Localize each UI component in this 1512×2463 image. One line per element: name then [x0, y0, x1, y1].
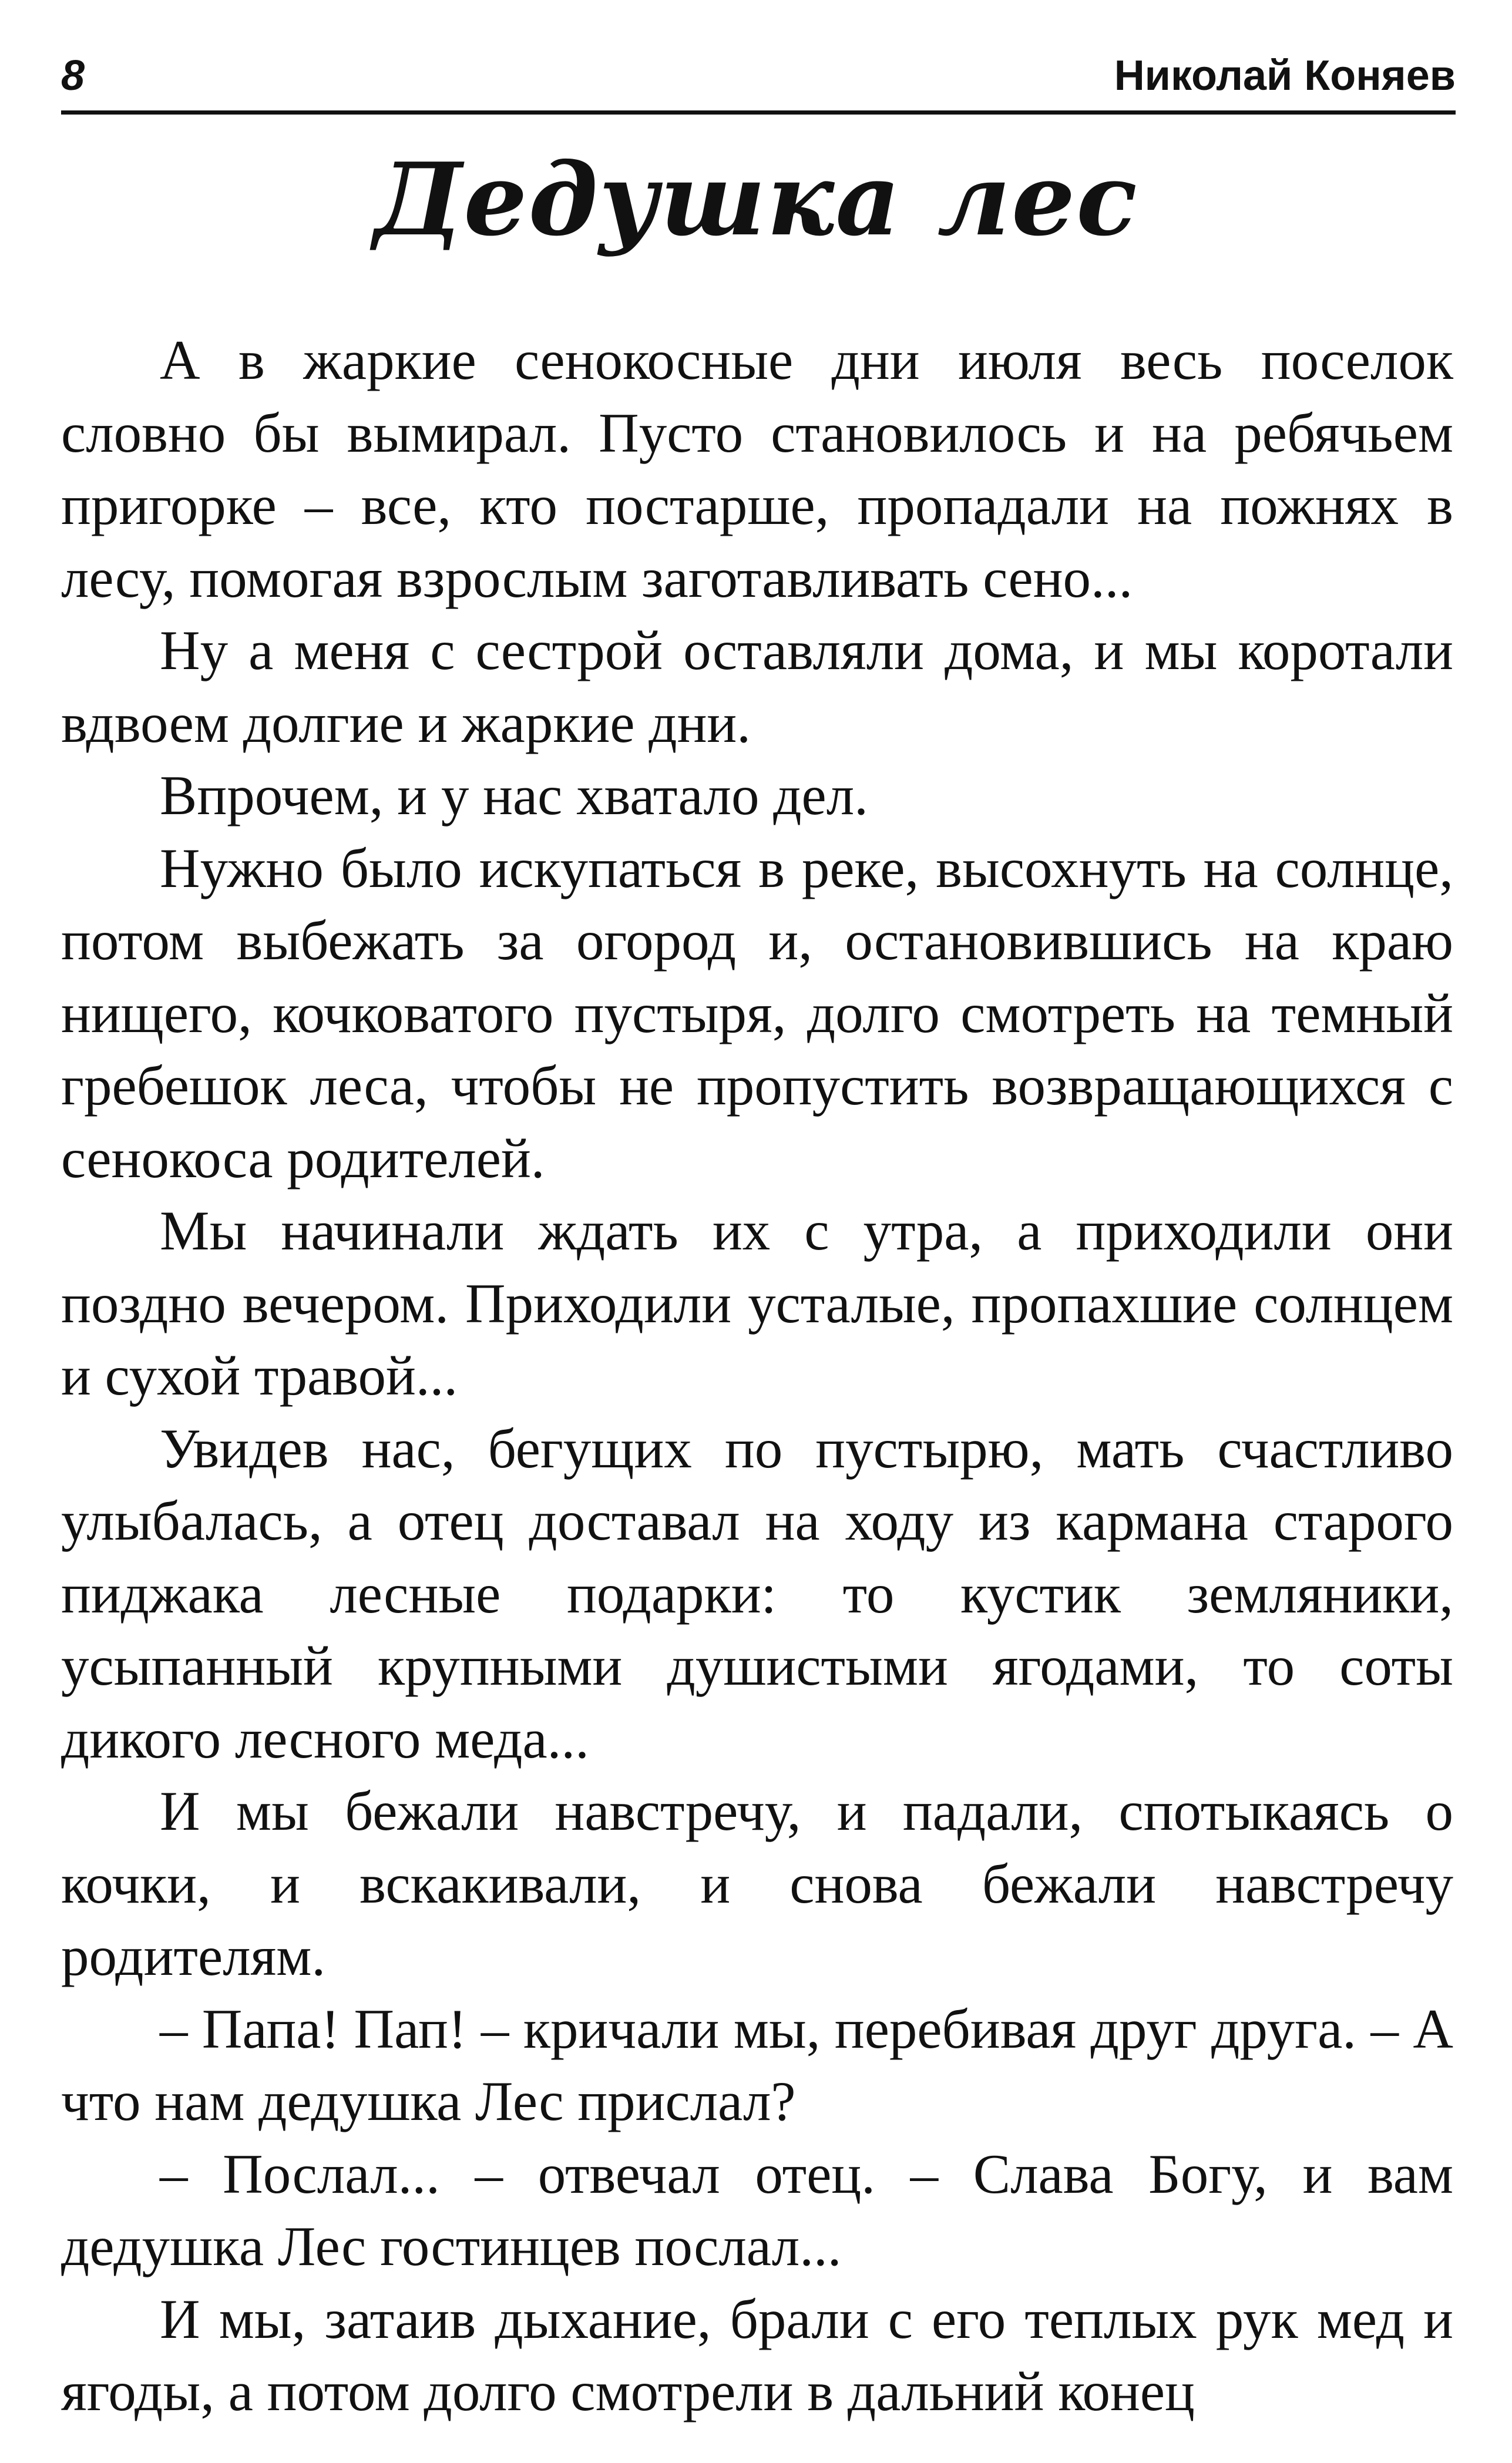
paragraph: – Папа! Пап! – кричали мы, перебивая друг друга. – А что нам дедушка Лес прислал? [61, 1997, 1453, 2132]
page-number: 8 [61, 52, 85, 99]
paragraph: Ну а меня с сестрой оставляли дома, и мы коротали вдвоем долгие и жаркие дни. [61, 619, 1453, 754]
chapter-title: Дедушка лес [374, 141, 1138, 258]
paragraph: А в жаркие сенокосные дни июля весь поселок словно бы вымирал. Пусто становилось и на ребячьем пригорке – все, кто постарше, пропадали на пожнях в лесу, помогая взрослым заготавливать сено... [61, 329, 1453, 609]
paragraph: – Послал... – отвечал отец. – Слава Богу, и вам дедушка Лес гостинцев послал... [61, 2142, 1453, 2277]
paragraph: Нужно было искупаться в реке, высохнуть на солнце, потом выбежать за огород и, остановившись на краю нищего, кочковатого пустыря, долго смотреть на темный гребешок леса, чтобы не пропустить возвращающихся с сенокоса родителей. [61, 836, 1453, 1190]
page-header [61, 46, 1456, 115]
paragraph: И мы, затаив дыхание, брали с его теплых рук мед и ягоды, а потом долго смотрели в дальний конец [61, 2287, 1453, 2422]
paragraph: И мы бежали навстречу, и падали, спотыкаясь о кочки, и вскакивали, и снова бежали навстречу родителям. [61, 1780, 1453, 1987]
paragraph: Впрочем, и у нас хватало дел. [160, 764, 868, 826]
paragraph: Мы начинали ждать их с утра, а приходили они поздно вечером. Приходили усталые, пропахшие солнцем и сухой травой... [61, 1199, 1453, 1407]
paragraph: Увидев нас, бегущих по пустырю, мать счастливо улыбалась, а отец доставал на ходу из кармана старого пиджака лесные подарки: то кустик земляники, усыпанный крупными душистыми ягодами, то соты дикого лесного меда... [61, 1417, 1453, 1770]
running-head-author: Николай Коняев [1114, 52, 1456, 99]
body-text [61, 324, 1453, 2428]
